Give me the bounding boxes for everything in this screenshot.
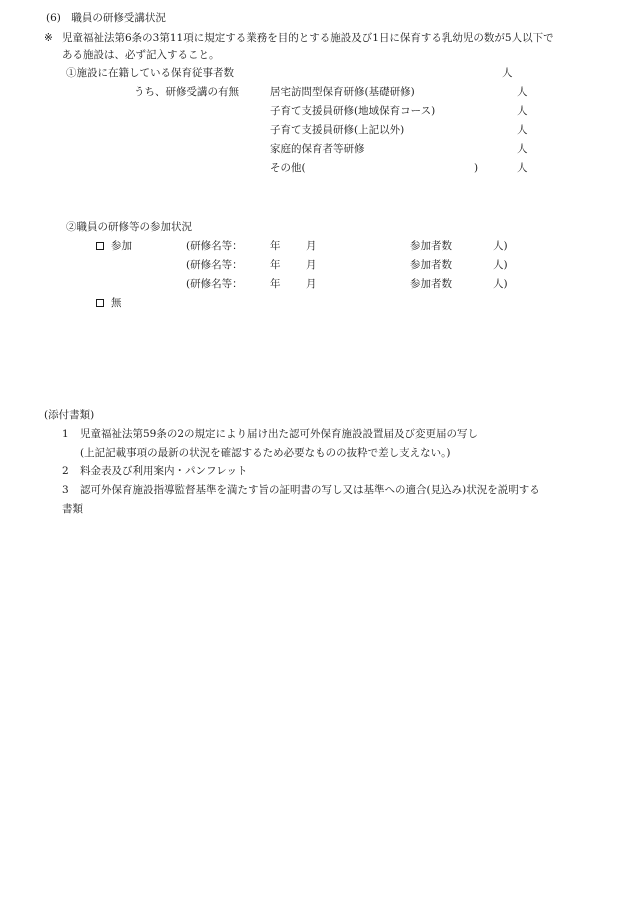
training-close-paren: ) xyxy=(474,162,479,174)
attachment-text: 料金表及び利用案内・パンフレット xyxy=(80,465,248,477)
staff-count-label: ①施設に在籍している保育従事者数 xyxy=(66,67,234,79)
participation-row-unit: 人) xyxy=(493,259,508,271)
attachment-text: 認可外保育施設指導監督基準を満たす旨の証明書の写し又は基準への適合(見込み)状況を説明する xyxy=(80,484,540,496)
participation-no-option[interactable] xyxy=(96,298,122,309)
training-label: 家庭的保育者等研修 xyxy=(270,143,365,155)
training-label: 居宅訪問型保育研修(基礎研修) xyxy=(270,86,415,98)
participation-row-unit: 人) xyxy=(493,278,508,290)
participation-row-year: 年 xyxy=(270,240,281,252)
training-unit: 人 xyxy=(517,162,528,174)
participation-yes-option[interactable] xyxy=(96,241,132,252)
training-label: 子育て支援員研修(上記以外) xyxy=(270,124,405,136)
training-sub-label: うち、研修受講の有無 xyxy=(134,86,239,98)
note-line-1: 児童福祉法第6条の3第11項に規定する業務を目的とする施設及び1日に保育する乳幼児の数が5人以下で xyxy=(62,32,554,44)
training-label: その他( xyxy=(270,162,306,174)
participation-no-checkbox[interactable] xyxy=(96,299,104,307)
participation-row-month: 月 xyxy=(306,259,317,271)
participation-row-month: 月 xyxy=(306,278,317,290)
attachment-text: 児童福祉法第59条の2の規定により届け出た認可外保育施設設置届及び変更届の写し xyxy=(80,428,479,440)
training-unit: 人 xyxy=(517,105,528,117)
note-mark: ※ xyxy=(44,32,53,44)
attachment-number: 3 xyxy=(62,484,69,496)
participation-row-name: (研修名等： xyxy=(186,278,243,290)
staff-count-unit: 人 xyxy=(502,67,513,79)
participation-row-count-label: 参加者数 xyxy=(410,259,452,271)
attachment-number: 1 xyxy=(62,428,69,440)
participation-row-count-label: 参加者数 xyxy=(410,278,452,290)
participation-row-year: 年 xyxy=(270,259,281,271)
training-label: 子育て支援員研修(地域保育コース) xyxy=(270,105,436,117)
attachments-heading: (添付書類) xyxy=(44,409,95,421)
attachment-number: 2 xyxy=(62,465,69,477)
participation-row-unit: 人) xyxy=(493,240,508,252)
participation-no-label: 無 xyxy=(111,297,122,309)
participation-row-month: 月 xyxy=(306,240,317,252)
note-line-2: ある施設は、必ず記入すること。 xyxy=(62,49,220,61)
participation-row-name: (研修名等： xyxy=(186,240,243,252)
attachment-note: (上記記載事項の最新の状況を確認するため必要なものの抜粋で差し支えない。) xyxy=(80,447,451,459)
training-unit: 人 xyxy=(517,124,528,136)
participation-row-year: 年 xyxy=(270,278,281,290)
participation-yes-checkbox[interactable] xyxy=(96,242,104,250)
participation-row-name: (研修名等： xyxy=(186,259,243,271)
participation-row-count-label: 参加者数 xyxy=(410,240,452,252)
attachment-text-continuation: 書類 xyxy=(62,503,83,515)
training-unit: 人 xyxy=(517,86,528,98)
participation-yes-label: 参加 xyxy=(111,240,132,252)
section-heading: (6) 職員の研修受講状況 xyxy=(46,12,166,24)
participation-label: ②職員の研修等の参加状況 xyxy=(66,221,192,233)
training-unit: 人 xyxy=(517,143,528,155)
